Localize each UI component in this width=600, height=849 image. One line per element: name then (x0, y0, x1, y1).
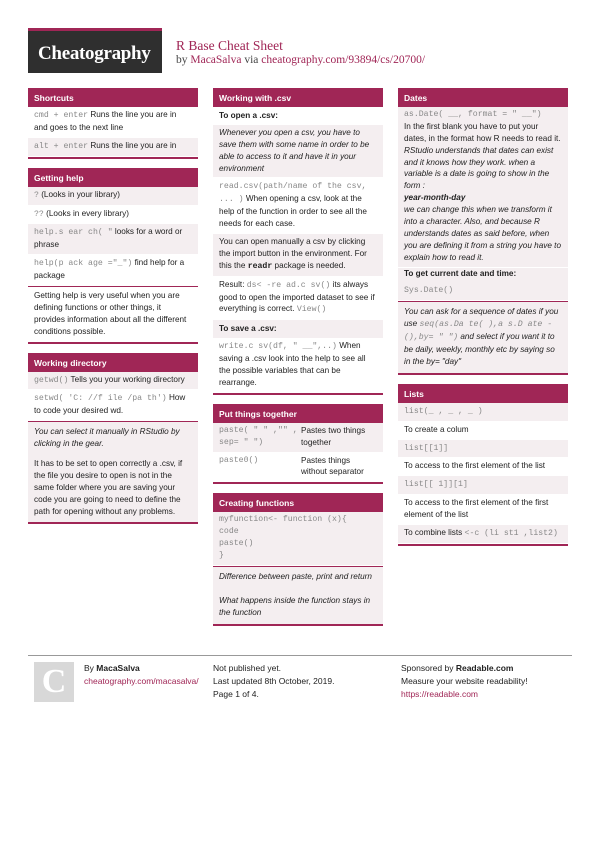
code-snippet: seq(as.Da te( ),a s.D ate - (),by= " ") (404, 320, 553, 343)
list-item (398, 495, 568, 525)
column-2 (213, 88, 383, 635)
last-updated: Last updated 8th October, 2019. (213, 676, 335, 687)
code-snippet: ?? (34, 209, 44, 219)
sponsor-link[interactable]: https://readable.com (401, 689, 479, 700)
item-text: RStudio understands that dates can exist and it knows how they work. when a variable is a date is going to show in the form : (404, 145, 554, 191)
item-text: To combine lists (404, 528, 463, 538)
item-text: Pastes things without separator (301, 455, 364, 477)
section-title: Shortcuts (28, 88, 198, 107)
section-working-directory (28, 353, 198, 525)
section-title: Lists (398, 384, 568, 403)
code-snippet: help.s ear ch( " (34, 228, 113, 238)
list-item (213, 178, 383, 234)
note-text: Getting help is very useful when you are defining functions or other things, it provides information about all the different conditions possible. (34, 291, 187, 336)
section-creating-functions (213, 493, 383, 625)
list-item (398, 422, 568, 440)
section-title: Working with .csv (213, 88, 383, 107)
table-row (213, 453, 383, 483)
section-title: Dates (398, 88, 568, 107)
list-item (398, 458, 568, 476)
item-text: Runs the line you are in and goes to the next line (34, 110, 177, 132)
list-item (28, 372, 198, 391)
item-text: Runs the line you are in (90, 140, 177, 150)
byline (176, 52, 425, 69)
code-snippet: readr (247, 261, 273, 271)
note-text: and select if you want it to be daily, weekly, monthly etc by saying so in the by= "day" (404, 332, 555, 366)
section-put-things-together (213, 404, 383, 485)
footer-by: By (84, 663, 94, 673)
logo-text: Cheatography (38, 43, 151, 64)
author-profile-link[interactable]: cheatography.com/macasalva/ (84, 676, 199, 687)
list-item (28, 187, 198, 206)
subheading: To open a .csv: (213, 107, 383, 125)
note-text: What happens inside the function stays in the function (219, 595, 371, 617)
code-line: code (219, 527, 239, 537)
code-snippet: getwd() (34, 375, 69, 385)
code-snippet: as.Date( __, format = " __") (404, 110, 542, 119)
section-getting-help (28, 168, 198, 344)
code-snippet: alt + enter (34, 141, 89, 151)
list-item (28, 390, 198, 421)
list-item (28, 138, 198, 157)
item-text: Tells you your working directory (70, 374, 185, 384)
item-text: find help for a package (34, 258, 185, 281)
item-text: package is needed. (274, 260, 346, 270)
sheet-url-link[interactable]: cheatography.com/93894/cs/20700/ (261, 54, 426, 66)
list-item (398, 440, 568, 459)
byline-via: via (244, 54, 259, 66)
list-item (398, 282, 568, 301)
item-text: When opening a csv, look at the help of the function in order to see all the needs for each case. (219, 194, 367, 229)
page-title: R Base Cheat Sheet (176, 38, 283, 53)
list-item (28, 107, 198, 138)
item-text: In the first blank you have to put your dates, in the format how R needs to read it. (404, 121, 561, 143)
section-note (213, 566, 383, 624)
subheading: To get current date and time: (398, 268, 568, 283)
section-note (398, 301, 568, 372)
sponsor-tagline: Measure your website readability! (401, 676, 528, 687)
list-item (398, 403, 568, 422)
item-text: Result: (219, 279, 245, 289)
code-snippet: read.csv(path/name of the csv, ... ) (219, 182, 367, 205)
list-item (398, 525, 568, 544)
code-snippet: help(p ack age ="_") (34, 259, 133, 269)
list-item (213, 338, 383, 393)
code-snippet: setwd( 'C: //f ile /pa th') (34, 394, 167, 404)
list-item (398, 476, 568, 495)
item-text: looks for a word or phrase (34, 227, 183, 250)
section-shortcuts (28, 88, 198, 159)
section-note (28, 421, 198, 522)
list-item (213, 277, 383, 321)
table-row (213, 423, 383, 453)
cheatography-logo[interactable] (28, 28, 162, 73)
code-line: paste() (219, 539, 254, 549)
author-avatar[interactable]: C (34, 662, 74, 702)
section-dates (398, 88, 568, 375)
item-text: You can open manually a csv by clicking the import button in the environment. For this the (219, 237, 367, 270)
list-item (28, 224, 198, 255)
code-snippet: list(_ , _ , _ ) (404, 406, 483, 416)
footer-author-name[interactable]: MacaSalva (96, 663, 140, 673)
section-title: Getting help (28, 168, 198, 187)
list-item (28, 206, 198, 225)
note-text: It has to be set to open correctly a .csv, if the file you desire to open is not in the same folder where you are saving your code you are going to need to define the path for opening without any problems. (34, 459, 183, 516)
page-header (28, 28, 572, 73)
byline-by: by (176, 54, 188, 66)
section-note (28, 286, 198, 342)
note-text: Difference between paste, print and return (219, 571, 372, 581)
note-text: You can select it manually in RStudio by clicking in the gear. (34, 427, 180, 449)
item-text: its always good to open the imported dataset to see if everything is correct. (219, 279, 375, 314)
item-text: How to code your desired wd. (34, 393, 186, 416)
author-link[interactable]: MacaSalva (190, 54, 242, 66)
column-3 (398, 88, 568, 555)
list-item (213, 125, 383, 179)
code-snippet: View() (296, 305, 327, 315)
page-footer (28, 655, 572, 715)
item-text: To access to the first element of the list (404, 461, 546, 471)
sponsor-name[interactable]: Readable.com (455, 663, 514, 673)
code-snippet: ? (34, 190, 39, 200)
published-status: Not published yet. (213, 663, 282, 673)
list-item (398, 107, 568, 268)
code-snippet: paste( " " ,"" , sep= " ") (219, 425, 298, 447)
section-title: Creating functions (213, 493, 383, 512)
item-text: Whenever you open a csv, you have to save them with some name in order to be able to access to it and have it in your environment (219, 127, 370, 173)
item-text: (Looks in every library) (46, 208, 129, 218)
section-lists (398, 384, 568, 546)
item-text: we can change this when we transform it into a character. Also, and because R understands dates as said before, when you are defining it from a string you have to explain how to read it. (404, 205, 562, 262)
list-item (213, 234, 383, 277)
item-text: (Looks in your library) (41, 189, 120, 199)
footer-sponsor (401, 662, 528, 702)
item-text: Pastes two things together (301, 425, 366, 447)
code-snippet: list[[1]] (404, 443, 449, 453)
code-block (213, 512, 383, 566)
code-snippet: Sys.Date() (404, 286, 454, 296)
list-item (28, 255, 198, 286)
item-text: year-month-day (404, 193, 466, 203)
code-line: } (219, 551, 224, 561)
section-title: Working directory (28, 353, 198, 372)
subheading: To save a .csv: (213, 320, 383, 338)
page-number: Page 1 of 4. (213, 689, 259, 700)
code-snippet: cmd + enter (34, 111, 89, 120)
code-line: myfunction<- function (x){ (219, 515, 347, 525)
section-title: Put things together (213, 404, 383, 423)
code-snippet: paste0() (219, 455, 259, 465)
footer-info (213, 662, 334, 702)
footer-author (84, 662, 199, 688)
note-text: You can ask for a sequence of dates if you use (404, 307, 559, 329)
sponsored-label: Sponsored by (401, 663, 454, 673)
section-working-csv (213, 88, 383, 395)
item-text: When saving a .csv look into the help to see all the possible variables that can be rearrange. (219, 341, 366, 387)
code-snippet: <-c (li st1 ,list2) (464, 529, 558, 539)
code-snippet: write.c sv(df, " __",..) (219, 342, 337, 352)
item-text: To access to the first element of the first element of the list (404, 498, 549, 520)
code-snippet: list[[ 1]][1] (404, 480, 468, 490)
column-1 (28, 88, 198, 533)
item-text: To create a colum (404, 424, 469, 434)
code-snippet: ds< -re ad.c sv() (246, 280, 331, 290)
